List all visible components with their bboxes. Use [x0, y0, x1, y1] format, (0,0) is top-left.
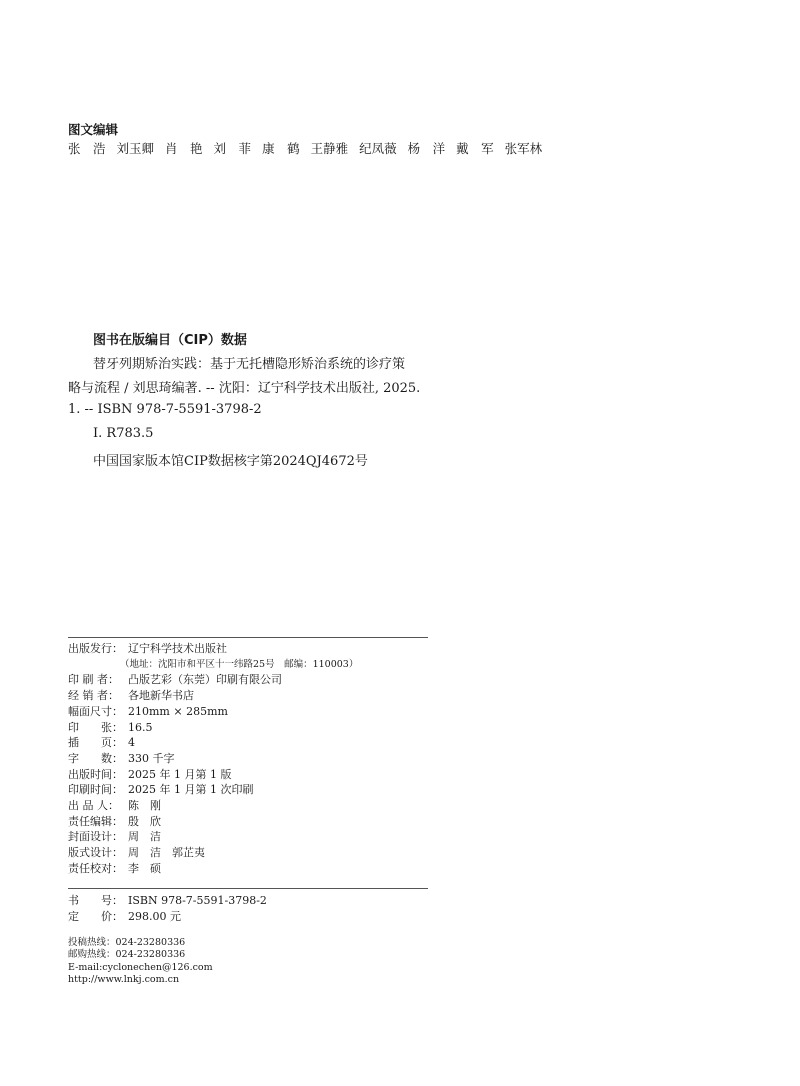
info-value: 辽宁科学技术出版社: [128, 642, 227, 655]
info-label: 幅面尺寸：: [68, 704, 123, 718]
info-value: 周 洁 郭芷夷: [128, 846, 205, 860]
info-label: 出 品 人：: [68, 799, 119, 813]
info-label: 定 价：: [68, 909, 123, 923]
divider: [68, 888, 428, 889]
submission-hotline: 投稿热线：024-23280336: [68, 937, 186, 948]
isbn-row: [68, 893, 267, 909]
book-info: [68, 893, 267, 924]
info-label: 封面设计：: [68, 830, 123, 844]
info-label: 经 销 者：: [68, 689, 119, 703]
publication-info: [68, 641, 358, 877]
info-label: 印刷时间：: [68, 783, 123, 797]
layout-design-row: [68, 845, 358, 861]
cip-heading: 图书在版编目（CIP）数据: [93, 333, 247, 348]
info-label: 版式设计：: [68, 846, 123, 860]
info-label: 责任编辑：: [68, 814, 123, 828]
website-url: http://www.lnkj.com.cn: [68, 973, 180, 985]
inserts-row: [68, 735, 358, 751]
editor-name: 刘 菲: [213, 141, 252, 156]
editor-name: 张军林: [504, 141, 543, 156]
info-label: 字 数：: [68, 751, 123, 765]
info-value: ISBN 978-7-5591-3798-2: [128, 894, 267, 907]
info-value: 330 千字: [128, 751, 175, 765]
cip-line: 中国国家版本馆CIP数据核字第2024QJ4672号: [93, 454, 368, 469]
publish-date-row: [68, 767, 358, 783]
info-value: 16.5: [128, 720, 153, 734]
info-value: 4: [128, 736, 135, 750]
info-value: （地址：沈阳市和平区十一纬路25号 邮编：110003）: [120, 658, 359, 670]
word-count-row: [68, 751, 358, 767]
cip-line: Ⅰ. R783.5: [93, 426, 154, 441]
cip-line: 1. -- ISBN 978-7-5591-3798-2: [68, 402, 262, 417]
editor-name: 王静雅: [310, 141, 349, 156]
divider: [68, 637, 428, 638]
editor-name: 张 浩: [68, 141, 106, 156]
sheets-row: [68, 720, 358, 736]
info-label: 出版时间：: [68, 767, 123, 781]
cip-line: 替牙列期矫治实践：基于无托槽隐形矫治系统的诊疗策: [93, 357, 406, 372]
cover-design-row: [68, 829, 358, 845]
editor-name: 戴 军: [456, 141, 494, 156]
price-row: [68, 909, 267, 925]
cip-line: 略与流程 / 刘思琦编著. -- 沈阳：辽宁科学技术出版社, 2025.: [68, 381, 421, 396]
editor-name: 康 鹤: [262, 141, 300, 156]
info-value: 周 洁: [128, 830, 161, 844]
proofreader-row: [68, 861, 358, 877]
info-value: 2025 年 1 月第 1 次印刷: [128, 783, 254, 797]
editors-name-list: [68, 139, 542, 157]
info-label: 责任校对：: [68, 861, 123, 875]
editors-heading: 图文编辑: [68, 122, 119, 137]
info-value: 298.00 元: [128, 909, 181, 923]
info-label: 书 号：: [68, 894, 123, 907]
info-label: 印 张：: [68, 720, 123, 734]
info-value: 各地新华书店: [128, 689, 194, 703]
editor-in-charge-row: [68, 814, 358, 830]
publisher-row: [68, 641, 358, 657]
print-date-row: [68, 782, 358, 798]
printer-row: [68, 672, 358, 688]
producer-row: [68, 798, 358, 814]
info-label: 印 刷 者：: [68, 673, 119, 687]
address-row: [68, 657, 358, 673]
editor-name: 纪凤薇: [359, 141, 397, 156]
info-value: 李 硕: [128, 861, 161, 875]
info-value: 凸版艺彩（东莞）印刷有限公司: [128, 673, 282, 687]
contact-info: [68, 937, 213, 986]
info-value: 2025 年 1 月第 1 版: [128, 767, 232, 781]
info-value: 陈 刚: [128, 799, 161, 813]
format-row: [68, 704, 358, 720]
editor-name: 杨 洋: [407, 141, 446, 156]
email-address: E-mail:cyclonechen@126.com: [68, 961, 213, 973]
editor-name: 肖 艳: [165, 141, 203, 156]
info-value: 殷 欣: [128, 814, 161, 828]
editor-name: 刘玉卿: [116, 141, 155, 156]
info-label: 插 页：: [68, 736, 123, 750]
mail-order-hotline: 邮购热线：024-23280336: [68, 949, 186, 961]
info-value: 210mm × 285mm: [128, 704, 228, 718]
distributor-row: [68, 688, 358, 704]
info-label: 出版发行：: [68, 642, 123, 655]
